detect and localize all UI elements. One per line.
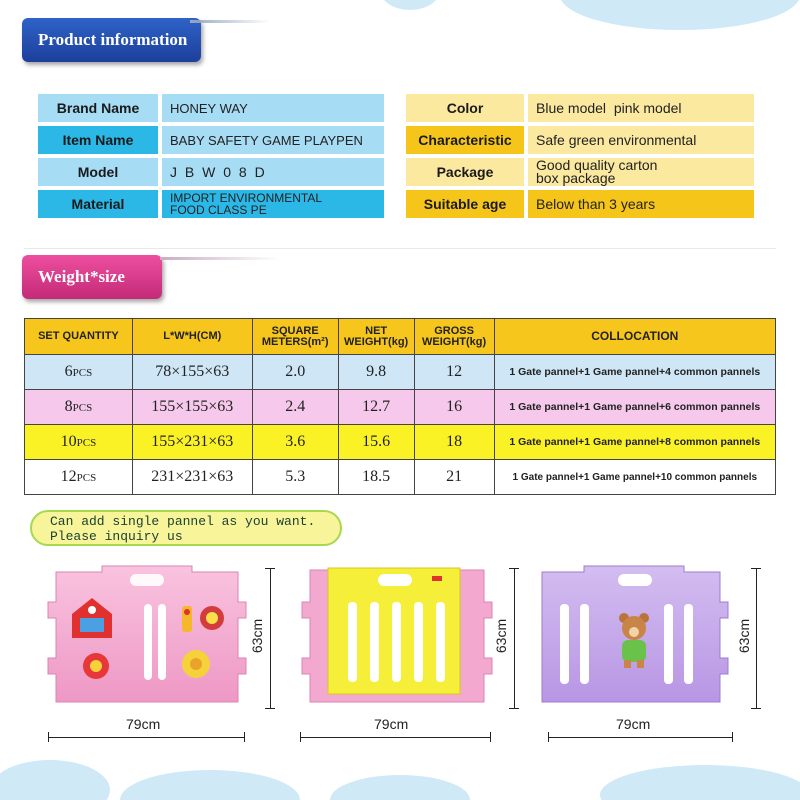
spec-row-color [406,94,754,122]
gate-slot [370,602,379,682]
height-dimension-line [270,568,271,708]
gate-slot [414,602,423,682]
header-gross-weight: GROSS WEIGHT(kg) [414,319,494,355]
spec-label: Color [406,94,524,122]
qty-unit: PCS [72,367,93,379]
gate-slot [436,602,445,682]
net-weight-cell: 18.5 [338,460,414,495]
collocation-cell: 1 Gate pannel+1 Game pannel+6 common pannels [494,390,775,425]
spec-label: Suitable age [406,190,524,218]
spec-row-package [406,158,754,186]
spec-row-material [38,190,384,218]
product-info-banner [22,18,201,62]
width-dim-cap [490,732,491,742]
qty-cell [25,390,133,425]
steering-toy-center [190,658,202,670]
table-row [25,425,776,460]
gate-latch [432,576,442,581]
gate-panel-illustration [298,562,494,712]
qty-value: 6 [64,363,73,380]
width-dim-cap [48,732,49,742]
height-dim-cap [751,708,761,709]
sqm-cell: 3.6 [252,425,338,460]
table-header-row [25,319,776,355]
dial-toy-center [206,612,218,624]
net-weight-cell: 15.6 [338,425,414,460]
cloud-decoration [600,765,800,800]
height-dim-cap [265,568,275,569]
handle-slot [130,574,164,586]
panel-height-label: 63cm [736,618,753,654]
width-dim-cap [548,732,549,742]
divider [24,248,776,249]
gate-slot [392,602,401,682]
width-dimension-line [548,737,732,738]
note-line-1: Can add single pannel as you want. [50,514,316,529]
collocation-cell: 1 Gate pannel+1 Game pannel+10 common pannels [494,460,775,495]
weight-size-banner [22,255,162,299]
height-dim-cap [509,708,519,709]
gross-weight-cell: 12 [414,355,494,390]
net-weight-cell: 9.8 [338,355,414,390]
height-dim-cap [509,568,519,569]
qty-unit: PCS [76,437,97,449]
gross-weight-cell: 18 [414,425,494,460]
qty-value: 8 [64,398,73,415]
spec-label: Characteristic [406,126,524,154]
house-clock [88,606,96,614]
panel-slot [684,604,693,684]
spec-value: Below than 3 years [528,190,754,218]
header-net-weight: NET WEIGHT(kg) [338,319,414,355]
note-line-2: Please inquiry us [50,529,183,544]
spec-value: HONEY WAY [162,94,384,122]
qty-cell [25,460,133,495]
product-info-title: Product information [22,18,201,62]
height-dimension-line [756,568,757,708]
dims-cell: 155×155×63 [132,390,252,425]
table-row [25,390,776,425]
bear-leg [637,660,644,668]
header-collocation: COLLOCATION [494,319,775,355]
panel-slot [144,604,152,680]
spec-value: J B W 0 8 D [162,158,384,186]
panel-slot [158,604,166,680]
height-dim-cap [751,568,761,569]
dims-cell: 231×231×63 [132,460,252,495]
qty-value: 10 [60,433,77,450]
spec-value: Good quality carton box package [528,158,754,186]
width-dimension-line [300,737,490,738]
bear-leg [624,660,631,668]
panel-slot [560,604,569,684]
game-panel-illustration [42,562,252,712]
spec-row-model [38,158,384,186]
spec-value: Safe green environmental [528,126,754,154]
sqm-cell: 2.0 [252,355,338,390]
banner-line [190,20,270,23]
qty-unit: PCS [72,402,93,414]
bear-snout [629,627,639,637]
width-dim-cap [300,732,301,742]
table-row [25,460,776,495]
gross-weight-cell: 21 [414,460,494,495]
spec-row-age [406,190,754,218]
panel-slot [664,604,673,684]
header-dimensions: L*W*H(CM) [132,319,252,355]
height-dimension-line [514,568,515,708]
spec-row-item [38,126,384,154]
weight-size-table [24,318,776,495]
cloud-decoration [0,760,110,800]
panel-height-label: 63cm [493,618,510,654]
spec-label: Brand Name [38,94,158,122]
banner-line [160,257,280,260]
header-set-quantity: SET QUANTITY [25,319,133,355]
width-dim-cap [244,732,245,742]
phone-toy-knob [184,609,190,615]
dims-cell: 155×231×63 [132,425,252,460]
ball-toy-center [90,660,102,672]
panel-slot [580,604,589,684]
collocation-cell: 1 Gate pannel+1 Game pannel+4 common pannels [494,355,775,390]
weight-size-title: Weight*size [22,255,162,299]
spec-label: Package [406,158,524,186]
cloud-decoration [120,770,300,800]
spec-row-characteristic [406,126,754,154]
width-dimension-line [48,737,244,738]
gate-handle [378,574,412,586]
qty-cell [25,425,133,460]
spec-value: Blue model pink model [528,94,754,122]
table-row [25,355,776,390]
header-square-meters: SQUARE METERS(m²) [252,319,338,355]
panel-width-label: 79cm [374,716,409,732]
spec-label: Item Name [38,126,158,154]
handle-slot [618,574,652,586]
net-weight-cell: 12.7 [338,390,414,425]
height-dim-cap [265,708,275,709]
spec-value: IMPORT ENVIRONMENTAL FOOD CLASS PE [162,190,384,218]
gross-weight-cell: 16 [414,390,494,425]
inquiry-note [30,510,342,546]
house-window [80,618,104,632]
width-dim-cap [732,732,733,742]
sqm-cell: 5.3 [252,460,338,495]
dims-cell: 78×155×63 [132,355,252,390]
panel-width-label: 79cm [126,716,161,732]
spec-row-brand [38,94,384,122]
spec-label: Model [38,158,158,186]
cloud-decoration [560,0,800,30]
qty-cell [25,355,133,390]
panel-width-label: 79cm [616,716,651,732]
common-panel-illustration [534,562,734,712]
spec-label: Material [38,190,158,218]
sqm-cell: 2.4 [252,390,338,425]
gate-slot [348,602,357,682]
cloud-decoration [380,0,440,10]
collocation-cell: 1 Gate pannel+1 Game pannel+8 common pannels [494,425,775,460]
bear-body [622,640,646,662]
cloud-decoration [330,775,470,800]
qty-unit: PCS [76,472,97,484]
panel-height-label: 63cm [249,618,266,654]
qty-value: 12 [60,468,77,485]
spec-value: BABY SAFETY GAME PLAYPEN [162,126,384,154]
